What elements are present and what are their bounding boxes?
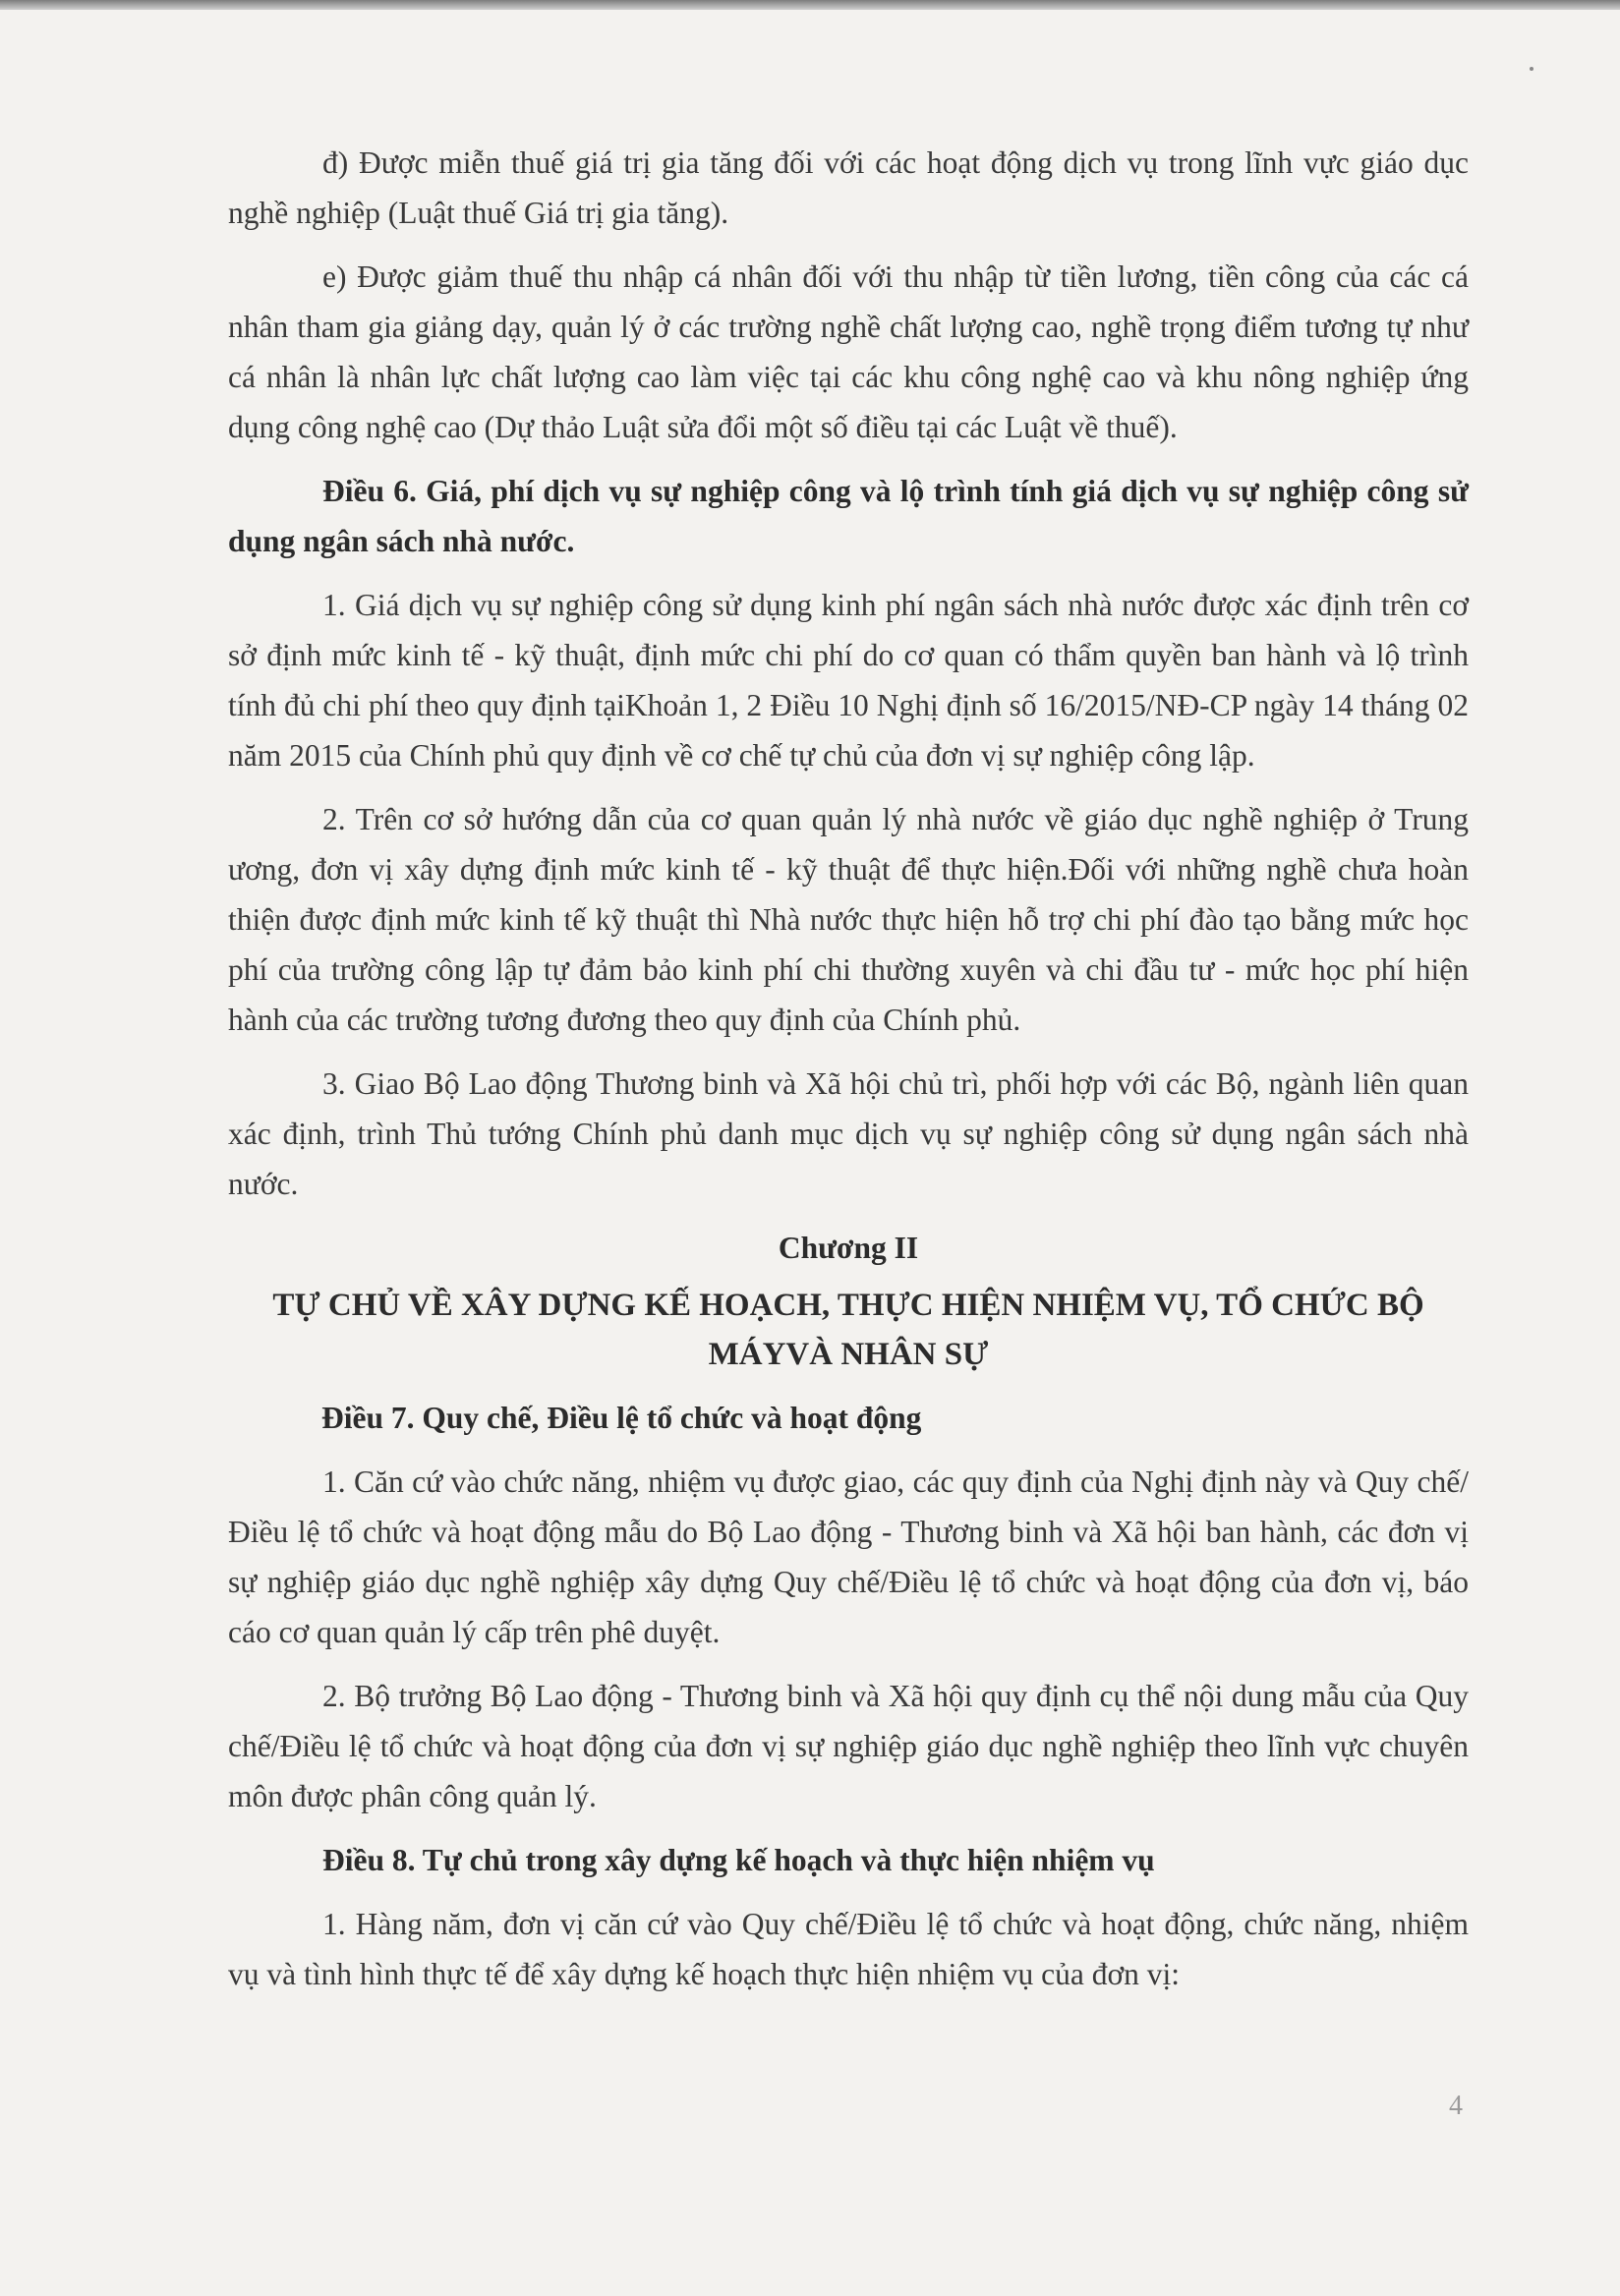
page-number: 4 (1449, 2091, 1463, 2121)
chapter-label: Chương II (778, 1231, 919, 1265)
scan-speck (1530, 67, 1533, 71)
scan-top-edge (0, 0, 1620, 10)
document-page (228, 138, 1469, 2013)
article-7-clause-1: 1. Căn cứ vào chức năng, nhiệm vụ được giao, các quy định của Nghị định này và Quy chế/Điều lệ tổ chức và hoạt động mẫu do Bộ Lao động - Thương binh và Xã hội ban hành, các đơn vị sự nghiệp giáo dục nghề nghiệp xây dựng Quy chế/Điều lệ tổ chức và hoạt động của đơn vị, báo cáo cơ quan quản lý cấp trên phê duyệt. (228, 1464, 1469, 1649)
article-6-clause-1: 1. Giá dịch vụ sự nghiệp công sử dụng kinh phí ngân sách nhà nước được xác định trên cơ sở định mức kinh tế - kỹ thuật, định mức chi phí do cơ quan có thẩm quyền ban hành và lộ trình tính đủ chi phí theo quy định tạiKhoản 1, 2 Điều 10 Nghị định số 16/2015/NĐ-CP ngày 14 tháng 02 năm 2015 của Chính phủ quy định về cơ chế tự chủ của đơn vị sự nghiệp công lập. (228, 588, 1469, 773)
paragraph-e: e) Được giảm thuế thu nhập cá nhân đối với thu nhập từ tiền lương, tiền công của các cá nhân tham gia giảng dạy, quản lý ở các trường nghề chất lượng cao, nghề trọng điểm tương tự như cá nhân là nhân lực chất lượng cao làm việc tại các khu công nghệ cao và khu nông nghiệp ứng dụng công nghệ cao (Dự thảo Luật sửa đổi một số điều tại các Luật về thuế). (228, 259, 1469, 444)
article-8-clause-1: 1. Hàng năm, đơn vị căn cứ vào Quy chế/Điều lệ tổ chức và hoạt động, chức năng, nhiệm vụ và tình hình thực tế để xây dựng kế hoạch thực hiện nhiệm vụ của đơn vị: (228, 1907, 1469, 1991)
article-7-heading: Điều 7. Quy chế, Điều lệ tổ chức và hoạt động (321, 1401, 922, 1435)
article-6-heading: Điều 6. Giá, phí dịch vụ sự nghiệp công và lộ trình tính giá dịch vụ sự nghiệp công sử dụng ngân sách nhà nước. (228, 474, 1469, 558)
article-6-clause-3: 3. Giao Bộ Lao động Thương binh và Xã hội chủ trì, phối hợp với các Bộ, ngành liên quan xác định, trình Thủ tướng Chính phủ danh mục dịch vụ sự nghiệp công sử dụng ngân sách nhà nước. (228, 1066, 1469, 1201)
paragraph-d: đ) Được miễn thuế giá trị gia tăng đối với các hoạt động dịch vụ trong lĩnh vực giáo dục nghề nghiệp (Luật thuế Giá trị gia tăng). (228, 145, 1469, 230)
article-7-clause-2: 2. Bộ trưởng Bộ Lao động - Thương binh và Xã hội quy định cụ thể nội dung mẫu của Quy chế/Điều lệ tổ chức và hoạt động của đơn vị sự nghiệp giáo dục nghề nghiệp theo lĩnh vực chuyên môn được phân công quản lý. (228, 1679, 1469, 1813)
article-6-clause-2: 2. Trên cơ sở hướng dẫn của cơ quan quản lý nhà nước về giáo dục nghề nghiệp ở Trung ương, đơn vị xây dựng định mức kinh tế - kỹ thuật để thực hiện.Đối với những nghề chưa hoàn thiện được định mức kinh tế kỹ thuật thì Nhà nước thực hiện hỗ trợ chi phí đào tạo bằng mức học phí của trường công lập tự đảm bảo kinh phí chi thường xuyên và chi đầu tư - mức học phí hiện hành của các trường tương đương theo quy định của Chính phủ. (228, 802, 1469, 1037)
chapter-title: TỰ CHỦ VỀ XÂY DỰNG KẾ HOẠCH, THỰC HIỆN NHIỆM VỤ, TỔ CHỨC BỘ MÁYVÀ NHÂN SỰ (272, 1288, 1424, 1372)
article-8-heading: Điều 8. Tự chủ trong xây dựng kế hoạch và thực hiện nhiệm vụ (322, 1843, 1155, 1877)
